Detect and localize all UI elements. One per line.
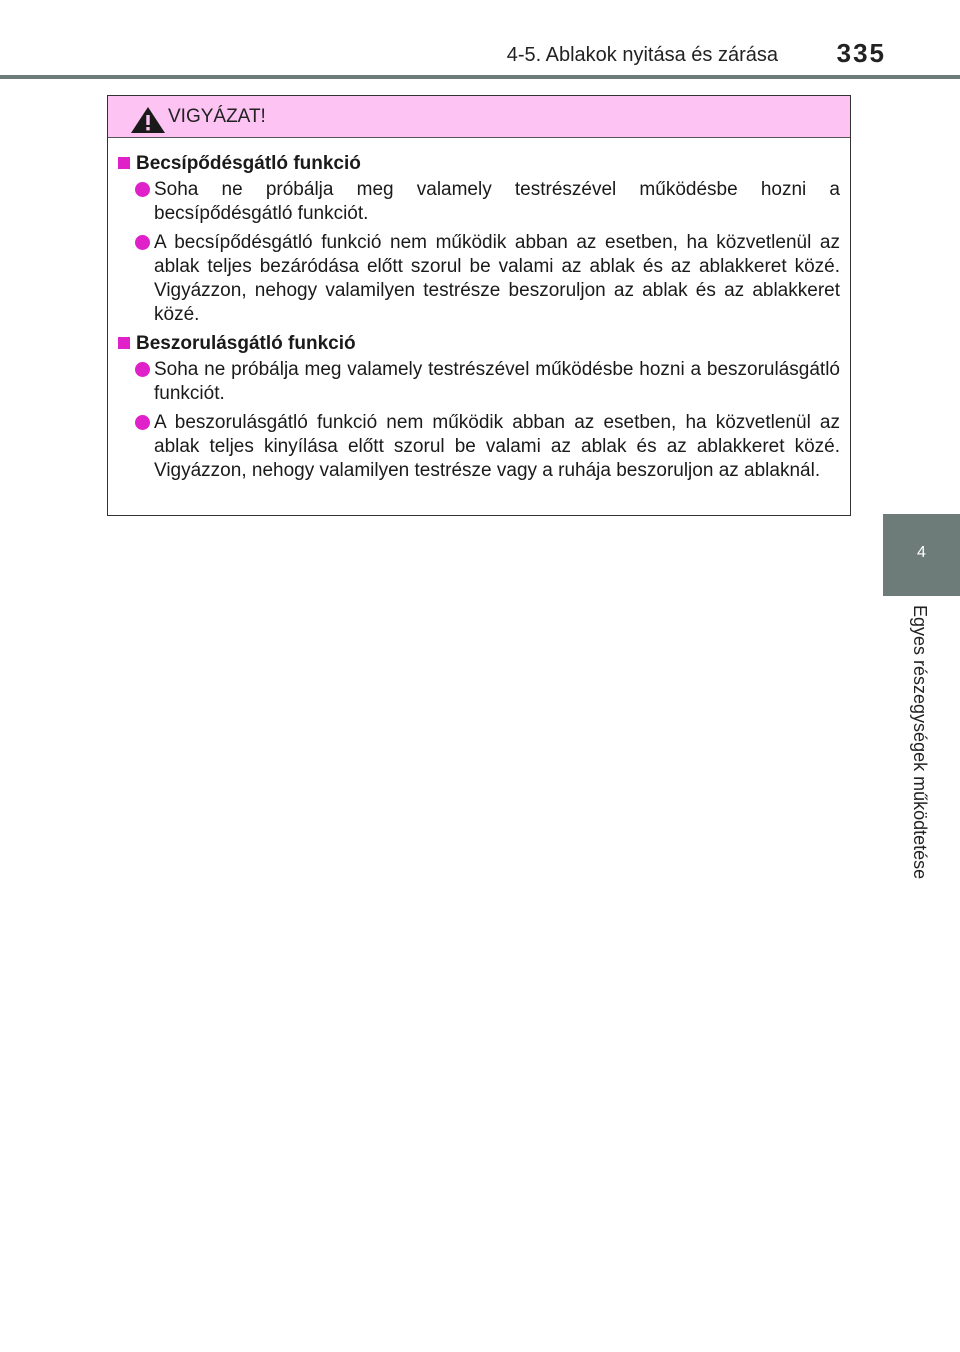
square-bullet-icon	[118, 337, 130, 349]
list-item	[112, 411, 840, 483]
warning-box	[107, 95, 851, 516]
page-number: 335	[836, 38, 886, 68]
warning-triangle-icon	[130, 106, 166, 134]
section-heading	[112, 152, 840, 176]
section-heading-text: Becsípődésgátló funkció	[136, 153, 361, 174]
list-item-text: A beszorulásgátló funkció nem működik abban az esetben, ha közvetlenül az ablak teljes kinyílása előtt szorul be valami az ablak és az ablakkeret közé. Vigyázzon, nehogy valamilyen testrésze vagy a ruhája beszoruljon az ablaknál.	[154, 412, 840, 481]
header-rule	[0, 75, 960, 79]
circle-bullet-icon	[135, 362, 150, 377]
circle-bullet-icon	[135, 235, 150, 250]
circle-bullet-icon	[135, 182, 150, 197]
section-heading-text: Beszorulásgátló funkció	[136, 333, 356, 354]
chapter-title: Egyes részegységek működtetése	[910, 605, 930, 880]
list-item-text: Soha ne próbálja meg valamely testrészével működésbe hozni a becsípődésgátló funkciót.	[154, 179, 840, 224]
section-jam-protection	[112, 332, 840, 483]
section-heading	[112, 332, 840, 356]
section-pinch-protection	[112, 152, 840, 327]
list-item-text: A becsípődésgátló funkció nem működik abban az esetben, ha közvetlenül az ablak teljes bezáródása előtt szorul be valami az ablak és az ablakkeret közé. Vigyázzon, nehogy valamilyen testrésze beszoruljon az ablak és az ablakkeret közé.	[154, 232, 840, 325]
warning-header	[108, 96, 850, 138]
chapter-number: 4	[917, 544, 926, 561]
chapter-tab	[883, 514, 960, 596]
page-header	[0, 0, 960, 80]
warning-body	[108, 138, 850, 483]
square-bullet-icon	[118, 157, 130, 169]
circle-bullet-icon	[135, 415, 150, 430]
section-title: 4-5. Ablakok nyitása és zárása	[506, 44, 778, 66]
list-item	[112, 358, 840, 406]
list-item	[112, 231, 840, 327]
warning-title: VIGYÁZAT!	[168, 106, 266, 127]
list-item-text: Soha ne próbálja meg valamely testrészével működésbe hozni a beszorulásgátló funkciót.	[154, 359, 840, 404]
list-item	[112, 178, 840, 226]
